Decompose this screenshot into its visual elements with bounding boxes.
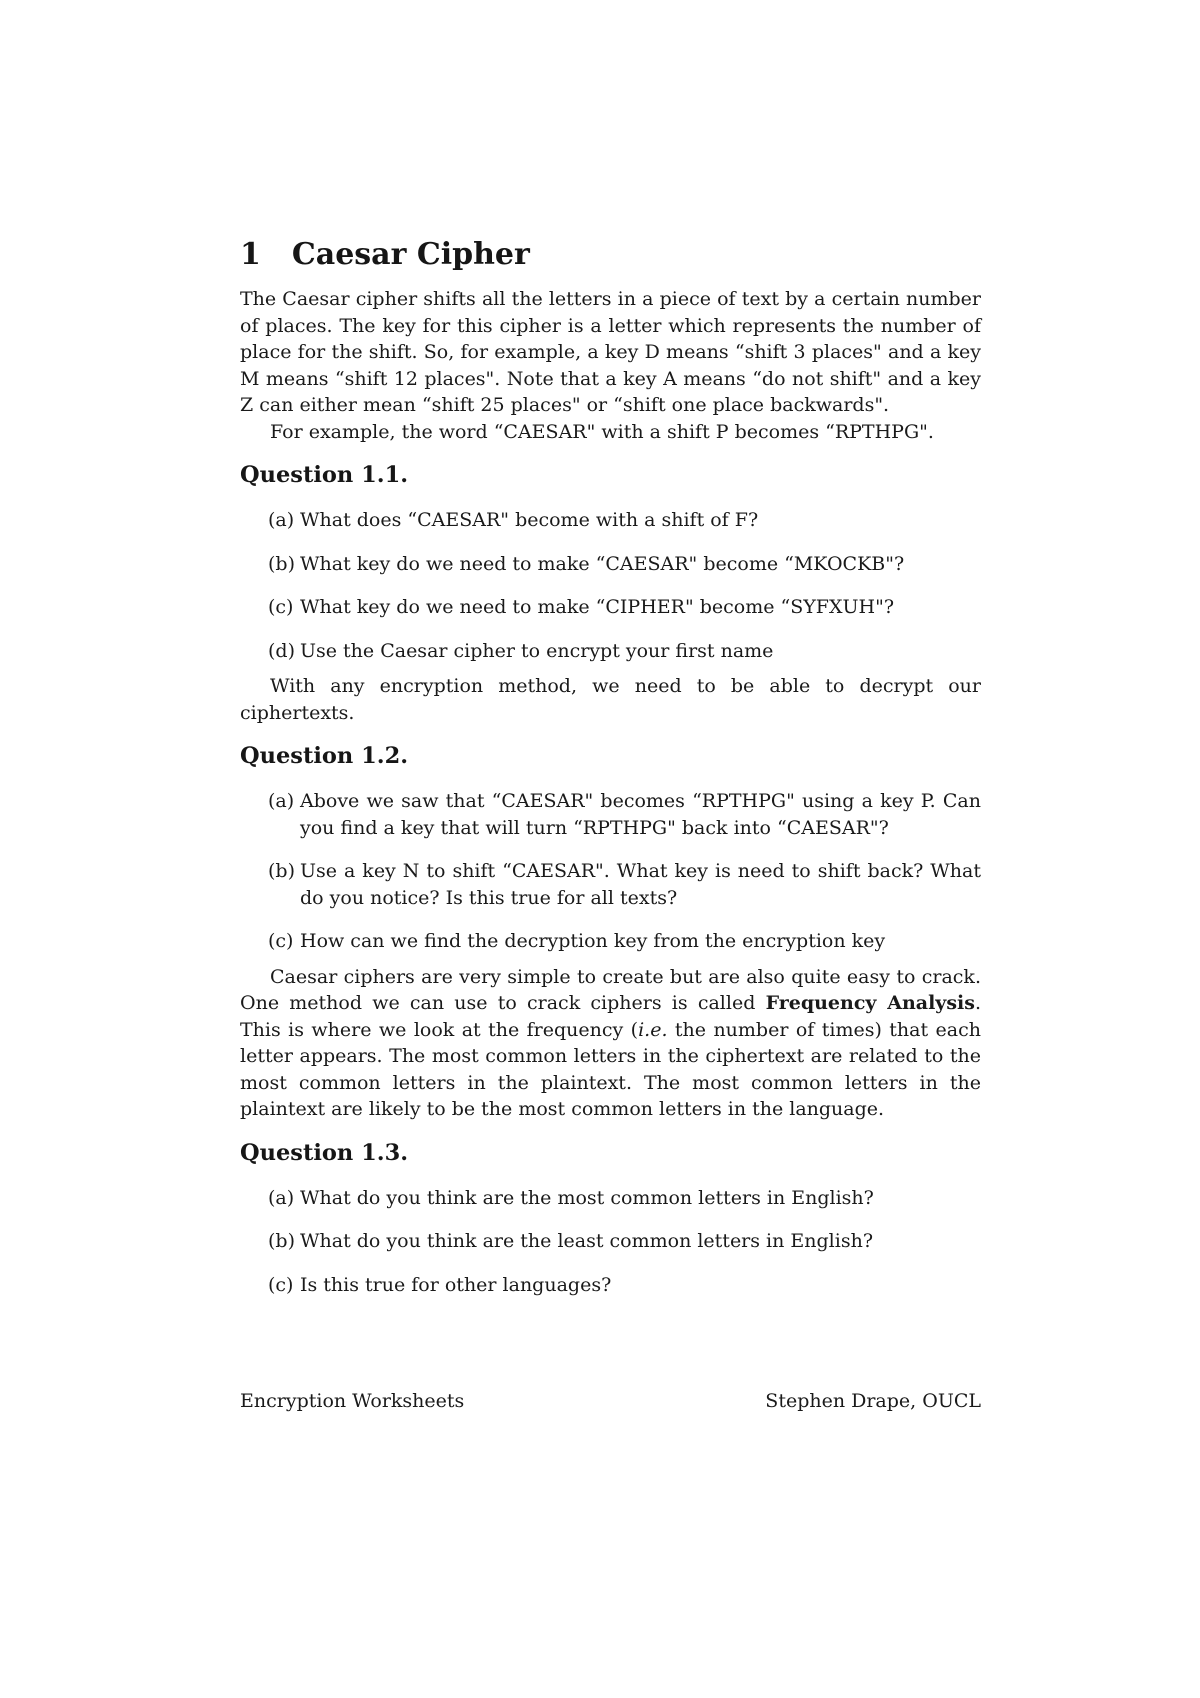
question-1-1-heading: Question 1.1. bbox=[240, 462, 409, 488]
item-marker: (c) bbox=[268, 930, 294, 952]
item-text: Use a key N to shift “CAESAR". What key is need to shift back? What do you notice? Is this true for all texts? bbox=[300, 860, 981, 909]
frequency-paragraph-text: the number of times) that each letter appears. The most common letters in the ciphertext are related to the most common letters in the plaintext. The most common letters in the plaintext are likely to be the most common letters in the language. bbox=[240, 1018, 981, 1120]
item-text: What does “CAESAR" become with a shift of F? bbox=[300, 509, 759, 531]
item-text: Is this true for other languages? bbox=[300, 1273, 612, 1296]
section-heading bbox=[240, 236, 981, 274]
item-text: What key do we need to make “CAESAR" become “MKOCKB"? bbox=[300, 552, 905, 575]
footer-author: Stephen Drape, OUCL bbox=[765, 1390, 981, 1412]
frequency-paragraph-text: Caesar ciphers are very simple to create but are also quite easy to crack. One method we can use to crack ciphers is called bbox=[240, 965, 981, 1014]
example-sentence: For example, the word “CAESAR" with a shift P becomes “RPTHPG". bbox=[270, 420, 934, 443]
item-text: Use the Caesar cipher to encrypt your first name bbox=[300, 639, 774, 662]
item-text: What key do we need to make “CIPHER" become “SYFXUH"? bbox=[300, 596, 895, 618]
question-1-2-item-c bbox=[240, 928, 981, 955]
question-1-2-item-a bbox=[240, 788, 981, 841]
section-number: 1 bbox=[240, 237, 261, 272]
frequency-analysis-paragraph bbox=[240, 964, 981, 1123]
question-1-1-item-a bbox=[240, 507, 981, 534]
item-marker: (c) bbox=[268, 596, 294, 618]
question-1-2-item-b bbox=[240, 858, 981, 911]
question-1-2-heading: Question 1.2. bbox=[240, 743, 409, 769]
item-marker: (a) bbox=[268, 1186, 295, 1209]
question-1-2-block bbox=[240, 741, 981, 955]
decrypt-note-paragraph: With any encryption method, we need to be able to decrypt our ciphertexts. bbox=[240, 675, 981, 724]
frequency-analysis-term: Frequency Analysis bbox=[765, 992, 975, 1014]
item-marker: (c) bbox=[268, 1273, 294, 1296]
question-1-1-item-c bbox=[240, 594, 981, 621]
item-marker: (a) bbox=[268, 509, 295, 531]
section-title: Caesar Cipher bbox=[291, 237, 530, 272]
question-1-3-heading: Question 1.3. bbox=[240, 1139, 409, 1166]
item-text: What do you think are the least common letters in English? bbox=[300, 1230, 874, 1252]
question-1-1-item-d bbox=[240, 638, 981, 665]
question-1-3-item-a bbox=[240, 1185, 981, 1212]
question-1-3-item-c bbox=[240, 1272, 981, 1299]
ie-abbreviation: i.e. bbox=[638, 1018, 668, 1041]
item-marker: (d) bbox=[268, 639, 295, 662]
footer bbox=[240, 1388, 981, 1415]
item-text: Above we saw that “CAESAR" becomes “RPTHPG" using a key P. Can you find a key that will turn “RPTHPG" back into “CAESAR"? bbox=[300, 790, 981, 839]
question-1-1-block bbox=[240, 460, 981, 664]
item-marker: (a) bbox=[268, 790, 295, 812]
question-1-3-item-b bbox=[240, 1228, 981, 1255]
question-1-1-item-b bbox=[240, 551, 981, 578]
page-content bbox=[240, 236, 981, 1298]
question-1-3-block bbox=[240, 1138, 981, 1299]
intro-paragraph: The Caesar cipher shifts all the letters in a piece of text by a certain number of places. The key for this cipher is a letter which represents the number of place for the shift. So, for example, a key D means “shift 3 places" and a key M means “shift 12 places". Note that a key A means “do not shift" and a key Z can either mean “shift 25 places" or “shift one place backwards". bbox=[240, 288, 981, 416]
item-text: What do you think are the most common letters in English? bbox=[300, 1186, 874, 1209]
footer-document-title: Encryption Worksheets bbox=[240, 1390, 465, 1412]
item-text: How can we find the decryption key from the encryption key bbox=[300, 930, 886, 952]
item-marker: (b) bbox=[268, 1230, 295, 1252]
item-marker: (b) bbox=[268, 552, 295, 575]
item-marker: (b) bbox=[268, 860, 295, 882]
frequency-paragraph-text: . This is where we look at the frequency ( bbox=[240, 992, 982, 1041]
